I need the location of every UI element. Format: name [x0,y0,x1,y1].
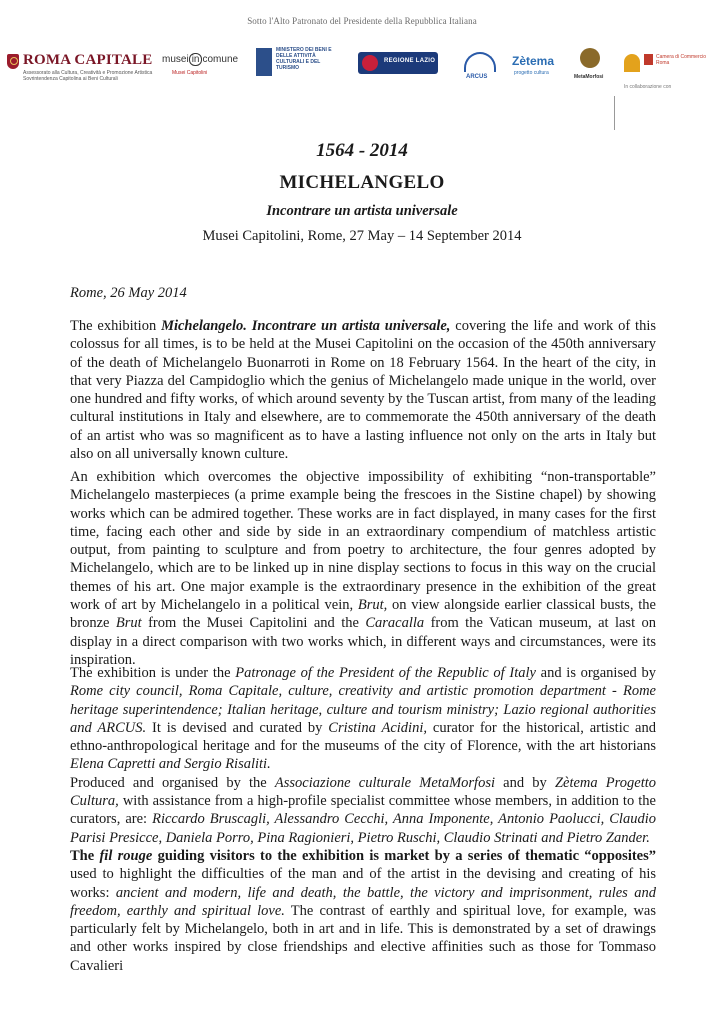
p4-opposites: ancient and modern, life and death, the battle, the victory and imprisonment, rules and freedom, earthly and spiritual love. [70,884,656,919]
camera-commercio-logo [622,44,718,92]
paragraph-2 [70,468,656,669]
arcus-logo [456,44,502,92]
logo-divider [614,96,615,130]
metamorfosi-text: MetaMorfosi [574,74,604,80]
roma-shield-icon [7,54,19,69]
camera-mark-icon [644,54,653,65]
lazio-text: REGIONE LAZIO [384,58,436,64]
p2-brut-2: Brut [115,615,142,632]
camera-text: Camera di Commercio Roma [656,54,707,66]
paragraph-3 [70,664,656,847]
p2-brut-1: Brut, [357,597,388,614]
arcus-arch-icon [464,52,496,72]
p4-text-d: used to highlight the difficulties of the man and of the artist in the devising and creating of his works: [70,866,656,901]
p1-text-a: The exhibition [70,318,162,334]
p4-text-f: The contrast of earthly and spiritual love, for example, was particularly felt by Michelangelo, both in art and in life. This is demonstrated by a set of drawings and other works inspired by close friendships and elective affinities such as those for Tommaso Cavalieri [70,902,656,974]
patronage-line: Sotto l'Alto Patronato del Presidente della Repubblica Italiana [247,16,477,26]
p4-fil-rouge: fil rouge [99,848,153,864]
collaboration-label: In collaborazione con [624,84,672,90]
p3-curator: Cristina Acidini, [328,719,427,736]
page-subtitle: Incontrare un artista universale [266,203,458,219]
p3-committee: Riccardo Bruscagli, Alessandro Cecchi, Anna Imponente, Antonio Paolucci, Claudio Parisi Presicce, Daniela Porro, Pina Ragionieri, Pietro Ruschi, Claudio Strinati and Pietro Zander. [70,811,656,846]
dateline: Rome, 26 May 2014 [70,285,187,301]
p3-text-m: with assistance from a high-profile specialist committee whose members, in addition to the curators, are: [70,793,656,828]
regione-lazio-logo [358,44,440,92]
p3-zetema: Zètema Progetto Cultura, [70,774,657,810]
roma-capitale-sub: Assessorato alla Cultura, Creatività e Promozione Artistica Sovrintendenza Capitolina ai Beni Culturali [23,70,153,82]
zetema-wordmark: Zètema [512,54,555,68]
p3-text-c: and is organised by [535,665,656,681]
p3-text-a: The exhibition is under the [70,665,236,681]
page-title: MICHELANGELO [279,172,445,193]
mibact-mark-icon [256,48,272,76]
musei-in-comune-logo [162,44,239,92]
zetema-logo [512,44,566,92]
p2-caracalla: Caracalla [365,615,425,632]
p3-text-e: It is devised and curated by [146,719,329,736]
musei-wordmark [162,54,238,65]
paragraph-4 [70,847,656,975]
p3-text-i: Produced and organised by the [70,774,275,791]
p3-text-g: curator for the historical, artistic and ethno-anthropological heritage and for the museums of the city of Florence, with the art historians [70,719,656,755]
musei-word-b: in [189,53,203,66]
p2-text-c: on view alongside earlier classical busts, the bronze [70,597,656,632]
mibact-text: MINISTERO DEI BENI E DELLE ATTIVITÀ CULTURALI E DEL TURISMO [276,47,332,71]
arcus-text: ARCUS [466,74,488,80]
p3-metamorfosi: Associazione culturale MetaMorfosi [274,774,495,791]
musei-word-c: comune [202,54,239,65]
logo-strip [0,44,724,92]
lazio-crest-icon [362,55,378,71]
p4-text-c: guiding visitors to the exhibition is market by a series of thematic “opposites” [152,848,657,864]
p2-text-g: from the Vatican museum, at last on display in a direct comparison with two works which, in different ways and circumstances, were its inspiration. [70,615,657,668]
p2-text-a: An exhibition which overcomes the objective impossibility of exhibiting “non-transportable” Michelangelo masterpieces (a prime example being the frescoes in the Sistine chapel) by showing works which can be admired together. These works are in fact displayed, in many cases for the first time, facing each other and side by side in an extraordinary compendium of matchless artistic output, from painting to sculpture and from poetry to architecture, the four genres adopted by Michelangelo, which are to be linked up in nine display sections to focus in this way on the crucial themes of his art. One major example is the extraordinary presence in the exhibition of the great work of art by Michelangelo in a political vein, [70,469,656,614]
roma-capitale-logo [5,44,153,92]
p2-text-e: from the Musei Capitolini and the [141,615,366,632]
mibact-logo [256,44,344,92]
p1-text-c: covering the life and work of this colossus for all times, is to be held at the Musei Capitolini on the occasion of the 450th anniversary of the death of Michelangelo Buonarroti in Rome on 18 February 1564. In the heart of the city, in that very Piazza del Campidoglio which the genius of Michelangelo made unique in the world, over one hundred and fifty works, of which around seventy by the Tuscan artist, from many of the leading cultural institutions in Italy and elsewhere, are to commemorate the 450th anniversary of the death of an artist who was so magnificent as to have a lasting influence not only on the arts in Italy but also on all universally known culture. [70,318,657,463]
roma-capitale-name: ROMA CAPITALE [23,52,153,68]
musei-word-a: musei [162,54,189,65]
p1-exhibition-name: Michelangelo. Incontrare un artista universale, [161,318,451,334]
musei-sub: Musei Capitolini [172,70,208,76]
p3-patronage: Patronage of the President of the Republic of Italy [235,665,536,681]
zetema-sub: progetto cultura [514,70,549,76]
p3-text-k: and by [495,774,555,791]
p3-historians: Elena Capretti and Sergio Risaliti. [70,756,271,773]
metamorfosi-emblem-icon [580,48,600,68]
years-heading: 1564 - 2014 [316,140,408,161]
paragraph-1 [70,317,656,463]
p4-text-a: The [70,848,100,864]
colosseum-icon [624,54,640,72]
metamorfosi-logo [574,44,610,92]
p3-organisers: Rome city council, Roma Capitale, culture, creativity and artistic promotion department - Rome heritage superintendence; Italian heritage, culture and tourism ministry; Lazio regional authorities and ARCUS. [70,683,656,736]
venue-line: Musei Capitolini, Rome, 27 May – 14 September 2014 [202,228,522,244]
